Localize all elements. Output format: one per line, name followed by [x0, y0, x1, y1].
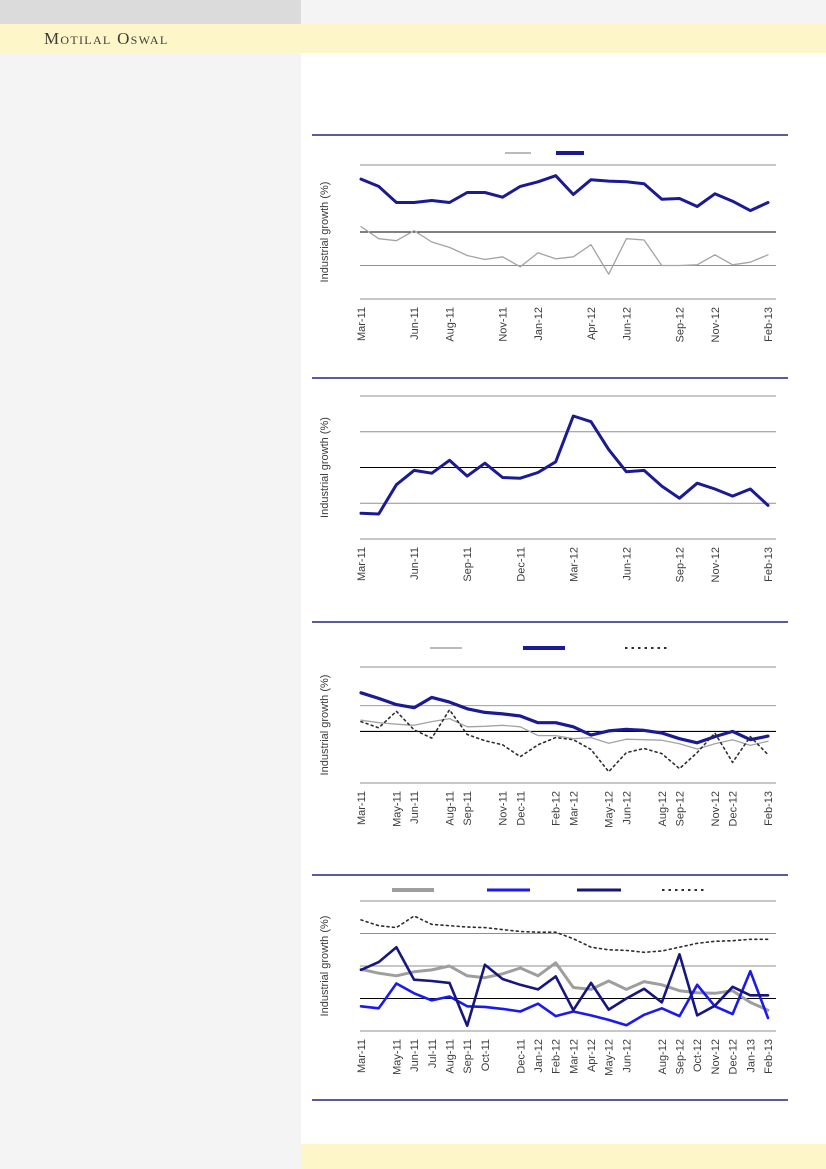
- series-navy-line: [361, 416, 768, 514]
- x-tick-label: Mar-11: [356, 307, 368, 342]
- x-tick-label: Jun-11: [409, 307, 422, 340]
- x-tick-label: Apr-12: [586, 1039, 599, 1073]
- x-tick-label: Sep-12: [674, 1039, 687, 1075]
- x-tick-label: Dec-11: [515, 791, 528, 826]
- x-tick-label: Aug-11: [444, 307, 457, 342]
- x-tick-label: Mar-11: [356, 1039, 368, 1074]
- x-tick-label: Feb-13: [763, 547, 775, 582]
- chart-industrial-growth-4: [312, 869, 788, 1114]
- x-tick-label: Sep-11: [462, 1039, 475, 1074]
- x-tick-label: Sep-11: [462, 791, 475, 826]
- x-tick-label: Jan-13: [745, 1039, 758, 1073]
- x-tick-label: Mar-11: [356, 547, 368, 582]
- x-tick-label: Aug-11: [444, 791, 457, 826]
- y-axis-title: Industrial growth (%): [319, 417, 331, 518]
- x-tick-label: Mar-11: [356, 791, 368, 826]
- series-dotted-line: [361, 916, 768, 952]
- x-tick-label: Oct-12: [692, 1039, 705, 1073]
- x-tick-label: Jun-12: [621, 791, 634, 825]
- x-tick-label: Mar-12: [568, 1039, 581, 1074]
- chart-industrial-growth-1: [312, 130, 788, 362]
- x-tick-label: Dec-12: [727, 791, 740, 827]
- x-tick-label: Nov-12: [709, 791, 722, 827]
- x-tick-label: Dec-12: [727, 1039, 740, 1075]
- brand-logo-text: Motilal Oswal: [44, 29, 169, 48]
- x-tick-label: Oct-11: [479, 1039, 492, 1072]
- x-tick-label: Dec-11: [515, 547, 528, 582]
- x-tick-label: Nov-12: [709, 547, 722, 583]
- x-tick-label: Aug-12: [656, 1039, 669, 1075]
- x-tick-label: Nov-12: [709, 1039, 722, 1075]
- y-axis-title: Industrial growth (%): [319, 181, 331, 283]
- series-navy-line: [361, 693, 768, 743]
- y-axis-title: Industrial growth (%): [319, 915, 331, 1017]
- x-tick-label: Dec-11: [515, 1039, 528, 1074]
- x-tick-label: Nov-12: [709, 307, 722, 343]
- x-tick-label: May-11: [391, 791, 404, 827]
- x-tick-label: Jun-12: [621, 1039, 634, 1073]
- x-tick-label: Feb-12: [550, 791, 563, 826]
- series-gray-line: [361, 227, 768, 275]
- header-light-strip: [301, 0, 826, 24]
- series-navy-line: [361, 176, 768, 211]
- x-tick-label: May-11: [391, 1039, 404, 1075]
- x-tick-label: Jun-12: [621, 307, 634, 341]
- x-tick-label: Jun-11: [409, 791, 422, 824]
- chart-canvas: [312, 616, 788, 866]
- x-tick-label: Feb-13: [763, 307, 775, 342]
- x-tick-label: Sep-12: [674, 791, 687, 827]
- x-tick-label: Aug-11: [444, 1039, 457, 1074]
- x-tick-label: Jun-12: [621, 547, 634, 581]
- x-tick-label: Mar-12: [568, 791, 581, 826]
- x-tick-label: May-12: [603, 791, 616, 828]
- chart-industrial-growth-3: [312, 616, 788, 866]
- chart-canvas: [312, 130, 788, 362]
- x-tick-label: Jan-12: [532, 307, 545, 341]
- x-tick-label: Sep-12: [674, 547, 687, 583]
- x-tick-label: Apr-12: [586, 307, 599, 341]
- x-tick-label: Jun-11: [409, 547, 422, 580]
- x-tick-label: Nov-11: [497, 307, 510, 342]
- x-tick-label: Jul-11: [426, 1039, 439, 1069]
- x-tick-label: Sep-11: [462, 547, 475, 582]
- chart-industrial-growth-2: [312, 372, 788, 604]
- left-margin-panel: [0, 0, 301, 1169]
- x-tick-label: Sep-12: [674, 307, 687, 343]
- chart-canvas: [312, 372, 788, 604]
- x-tick-label: Jun-11: [409, 1039, 422, 1072]
- chart-canvas: [312, 869, 788, 1114]
- x-tick-label: Mar-12: [568, 547, 581, 582]
- x-tick-label: Aug-12: [656, 791, 669, 827]
- x-tick-label: Feb-13: [763, 791, 775, 826]
- header-gray-bar: [0, 0, 301, 24]
- x-tick-label: Jan-12: [532, 1039, 545, 1073]
- y-axis-title: Industrial growth (%): [319, 674, 331, 776]
- x-tick-label: Nov-11: [497, 791, 510, 826]
- brand-band: [0, 24, 826, 53]
- footer-band: [301, 1144, 826, 1169]
- x-tick-label: May-12: [603, 1039, 616, 1076]
- series-gray-line: [361, 963, 768, 1010]
- x-tick-label: Feb-12: [550, 1039, 563, 1074]
- x-tick-label: Feb-13: [763, 1039, 775, 1074]
